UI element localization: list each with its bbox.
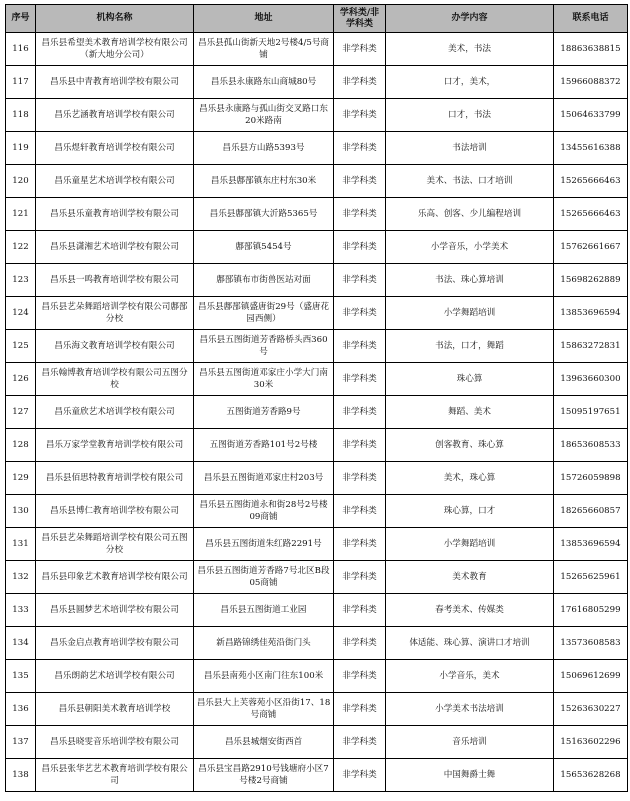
row-index: 133: [6, 594, 36, 627]
institution-name: 昌乐县朝阳美术教育培训学校: [36, 693, 194, 726]
category: 非学科类: [334, 726, 386, 759]
row-index: 121: [6, 198, 36, 231]
address: 鄌郚镇布市街兽医站对面: [194, 264, 334, 297]
category: 非学科类: [334, 165, 386, 198]
row-index: 138: [6, 759, 36, 792]
teaching-content: 小学舞蹈培训: [386, 528, 554, 561]
category: 非学科类: [334, 330, 386, 363]
teaching-content: 书法培训: [386, 132, 554, 165]
contact-phone: 15726059898: [554, 462, 628, 495]
contact-phone: 15863272831: [554, 330, 628, 363]
contact-phone: 15966088372: [554, 66, 628, 99]
teaching-content: 珠心算，口才: [386, 495, 554, 528]
contact-phone: 15064633799: [554, 99, 628, 132]
header-address: 地址: [194, 5, 334, 33]
teaching-content: 小学美术书法培训: [386, 693, 554, 726]
address: 昌乐县鄌郚镇大沂路5365号: [194, 198, 334, 231]
table-row: [6, 297, 628, 330]
contact-phone: 13455616388: [554, 132, 628, 165]
teaching-content: 乐高、创客、少儿编程培训: [386, 198, 554, 231]
header-content: 办学内容: [386, 5, 554, 33]
table-row: [6, 165, 628, 198]
institution-name: 昌乐童星艺术培训学校有限公司: [36, 165, 194, 198]
institution-name: 昌乐县艺朵舞蹈培训学校有限公司五图分校: [36, 528, 194, 561]
teaching-content: 书法、珠心算培训: [386, 264, 554, 297]
category: 非学科类: [334, 693, 386, 726]
institution-name: 昌乐艺涵教育培训学校有限公司: [36, 99, 194, 132]
institution-name: 昌乐金启点教育培训学校有限公司: [36, 627, 194, 660]
address: 昌乐县鄌郚镇东庄村东30米: [194, 165, 334, 198]
contact-phone: 15095197651: [554, 396, 628, 429]
teaching-content: 口才，美术，: [386, 66, 554, 99]
address: 昌乐县五图街道朱红路2291号: [194, 528, 334, 561]
institution-name: 昌乐煜轩教育培训学校有限公司: [36, 132, 194, 165]
address: 昌乐县宝昌路2910号钱塘府小区7号楼2号商铺: [194, 759, 334, 792]
contact-phone: 15263630227: [554, 693, 628, 726]
address: 昌乐县永康路东山商城80号: [194, 66, 334, 99]
table-row: [6, 495, 628, 528]
address: 鄌郚镇5454号: [194, 231, 334, 264]
row-index: 128: [6, 429, 36, 462]
contact-phone: 15163602296: [554, 726, 628, 759]
table-row: [6, 594, 628, 627]
teaching-content: 书法，口才，舞蹈: [386, 330, 554, 363]
address: 昌乐县永康路与孤山街交叉路口东20米路南: [194, 99, 334, 132]
row-index: 129: [6, 462, 36, 495]
table-row: [6, 759, 628, 792]
header-name: 机构名称: [36, 5, 194, 33]
category: 非学科类: [334, 198, 386, 231]
teaching-content: 小学音乐，小学美术: [386, 231, 554, 264]
contact-phone: 13963660300: [554, 363, 628, 396]
teaching-content: 创客教育、珠心算: [386, 429, 554, 462]
contact-phone: 15265666463: [554, 198, 628, 231]
teaching-content: 美术，书法: [386, 33, 554, 66]
category: 非学科类: [334, 462, 386, 495]
row-index: 124: [6, 297, 36, 330]
institution-name: 昌乐县潇湘艺术培训学校有限公司: [36, 231, 194, 264]
teaching-content: 音乐培训: [386, 726, 554, 759]
teaching-content: 美术教育: [386, 561, 554, 594]
contact-phone: 17616805299: [554, 594, 628, 627]
header-category: 学科类/非学科类: [334, 5, 386, 33]
document-page: [5, 4, 627, 792]
table-row: [6, 264, 628, 297]
category: 非学科类: [334, 495, 386, 528]
row-index: 120: [6, 165, 36, 198]
category: 非学科类: [334, 132, 386, 165]
institution-name: 昌乐童欣艺术培训学校有限公司: [36, 396, 194, 429]
contact-phone: 15069612699: [554, 660, 628, 693]
teaching-content: 体适能、珠心算、演讲口才培训: [386, 627, 554, 660]
table-row: [6, 429, 628, 462]
contact-phone: 13853696594: [554, 528, 628, 561]
category: 非学科类: [334, 99, 386, 132]
address: 昌乐县鄌郚镇盛唐街29号（盛唐花园西侧）: [194, 297, 334, 330]
table-row: [6, 363, 628, 396]
institution-name: 昌乐翰博教育培训学校有限公司五图分校: [36, 363, 194, 396]
address: 昌乐县五图街道邓家庄村203号: [194, 462, 334, 495]
table-row: [6, 660, 628, 693]
table-row: [6, 33, 628, 66]
teaching-content: 美术，珠心算: [386, 462, 554, 495]
category: 非学科类: [334, 594, 386, 627]
teaching-content: 春考美术、传媒类: [386, 594, 554, 627]
row-index: 123: [6, 264, 36, 297]
row-index: 130: [6, 495, 36, 528]
teaching-content: 珠心算: [386, 363, 554, 396]
table-row: [6, 66, 628, 99]
row-index: 117: [6, 66, 36, 99]
row-index: 131: [6, 528, 36, 561]
teaching-content: 舞蹈、美术: [386, 396, 554, 429]
category: 非学科类: [334, 561, 386, 594]
row-index: 126: [6, 363, 36, 396]
contact-phone: 18265660857: [554, 495, 628, 528]
row-index: 136: [6, 693, 36, 726]
table-row: [6, 132, 628, 165]
category: 非学科类: [334, 429, 386, 462]
category: 非学科类: [334, 66, 386, 99]
row-index: 118: [6, 99, 36, 132]
contact-phone: 15698262889: [554, 264, 628, 297]
address: 昌乐县孤山街新天地2号楼4/5号商铺: [194, 33, 334, 66]
address: 昌乐县五图街道工业园: [194, 594, 334, 627]
category: 非学科类: [334, 396, 386, 429]
address: 昌乐县城烟安街西首: [194, 726, 334, 759]
institution-name: 昌乐县佰思特教育培训学校有限公司: [36, 462, 194, 495]
contact-phone: 18863638815: [554, 33, 628, 66]
teaching-content: 口才，书法: [386, 99, 554, 132]
contact-phone: 15653628268: [554, 759, 628, 792]
teaching-content: 小学音乐，美术: [386, 660, 554, 693]
table-row: [6, 330, 628, 363]
row-index: 125: [6, 330, 36, 363]
contact-phone: 13853696594: [554, 297, 628, 330]
table-row: [6, 693, 628, 726]
table-row: [6, 528, 628, 561]
category: 非学科类: [334, 363, 386, 396]
table-row: [6, 462, 628, 495]
address: 五图街道芳香路9号: [194, 396, 334, 429]
row-index: 135: [6, 660, 36, 693]
teaching-content: 中国舞爵士舞: [386, 759, 554, 792]
table-row: [6, 198, 628, 231]
category: 非学科类: [334, 528, 386, 561]
institution-name: 昌乐县晓雯音乐培训学校有限公司: [36, 726, 194, 759]
teaching-content: 小学舞蹈培训: [386, 297, 554, 330]
category: 非学科类: [334, 33, 386, 66]
category: 非学科类: [334, 660, 386, 693]
table-row: [6, 726, 628, 759]
table-body: [6, 33, 628, 792]
institution-name: 昌乐县印象艺术教育培训学校有限公司: [36, 561, 194, 594]
header-index: 序号: [6, 5, 36, 33]
institution-name: 昌乐县乐童教育培训学校有限公司: [36, 198, 194, 231]
institution-name: 昌乐县张华艺艺术教育培训学校有限公司: [36, 759, 194, 792]
contact-phone: 13573608583: [554, 627, 628, 660]
address: 新昌路锦绣佳苑沿街门头: [194, 627, 334, 660]
contact-phone: 15265625961: [554, 561, 628, 594]
row-index: 116: [6, 33, 36, 66]
row-index: 119: [6, 132, 36, 165]
address: 昌乐县五图街道邓家庄小学大门南30米: [194, 363, 334, 396]
institution-name: 昌乐县希望美术教育培训学校有限公司（新大地分公司）: [36, 33, 194, 66]
institution-name: 昌乐县艺朵舞蹈培训学校有限公司鄌郚分校: [36, 297, 194, 330]
table-row: [6, 99, 628, 132]
category: 非学科类: [334, 759, 386, 792]
row-index: 137: [6, 726, 36, 759]
row-index: 127: [6, 396, 36, 429]
address: 昌乐县南苑小区南门往东100米: [194, 660, 334, 693]
institution-name: 昌乐朗韵艺术培训学校有限公司: [36, 660, 194, 693]
address: 昌乐县大上芙蓉苑小区沿街17、18号商铺: [194, 693, 334, 726]
address: 昌乐县方山路5393号: [194, 132, 334, 165]
row-index: 134: [6, 627, 36, 660]
institution-name: 昌乐县中青教育培训学校有限公司: [36, 66, 194, 99]
teaching-content: 美术、书法、口才培训: [386, 165, 554, 198]
category: 非学科类: [334, 627, 386, 660]
header-phone: 联系电话: [554, 5, 628, 33]
address: 昌乐县五图街道芳香路桥头西360号: [194, 330, 334, 363]
table-row: [6, 561, 628, 594]
row-index: 132: [6, 561, 36, 594]
institution-name: 昌乐县博仁教育培训学校有限公司: [36, 495, 194, 528]
institution-name: 昌乐县一鸣教育培训学校有限公司: [36, 264, 194, 297]
institution-name: 昌乐海文教育培训学校有限公司: [36, 330, 194, 363]
table-row: [6, 231, 628, 264]
institution-name: 昌乐万家学堂教育培训学校有限公司: [36, 429, 194, 462]
row-index: 122: [6, 231, 36, 264]
table-row: [6, 627, 628, 660]
table-row: [6, 396, 628, 429]
institution-name: 昌乐县圆梦艺术培训学校有限公司: [36, 594, 194, 627]
category: 非学科类: [334, 231, 386, 264]
category: 非学科类: [334, 297, 386, 330]
contact-phone: 18653608533: [554, 429, 628, 462]
contact-phone: 15762661667: [554, 231, 628, 264]
contact-phone: 15265666463: [554, 165, 628, 198]
address: 昌乐县五图街道永和街28号2号楼09商铺: [194, 495, 334, 528]
table-header-row: [6, 5, 628, 33]
address: 昌乐县五图街道芳香路7号北区B段05商铺: [194, 561, 334, 594]
category: 非学科类: [334, 264, 386, 297]
institution-table: [5, 4, 628, 792]
address: 五图街道芳香路101号2号楼: [194, 429, 334, 462]
